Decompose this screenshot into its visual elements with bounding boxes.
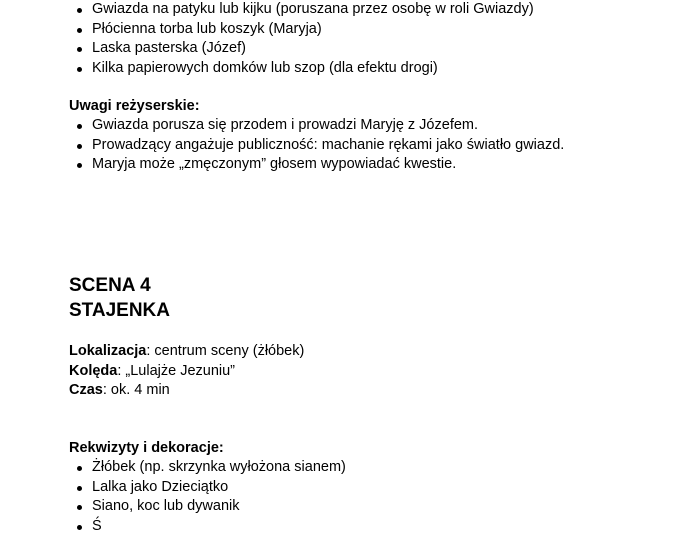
list-item: Gwiazda porusza się przodem i prowadzi Maryję z Józefem. <box>69 116 564 136</box>
list-item: Ś <box>69 517 346 536</box>
carol-value: : „Lulajże Jezuniu” <box>117 363 235 379</box>
list-item: Lalka jako Dzieciątko <box>69 478 346 498</box>
director-notes-label: Uwagi reżyserskie: <box>69 96 200 116</box>
list-item: Płócienna torba lub koszyk (Maryja) <box>69 20 534 40</box>
list-item: Siano, koc lub dywanik <box>69 497 346 517</box>
carol-line <box>69 362 304 382</box>
time-value: : ok. 4 min <box>103 382 170 398</box>
scene-title-heading: STAJENKA <box>69 298 170 323</box>
props-list-previous <box>69 0 534 78</box>
list-item: Prowadzący angażuje publiczność: machanie rękami jako światło gwiazd. <box>69 136 564 156</box>
location-label: Lokalizacja <box>69 343 146 359</box>
props-label: Rekwizyty i dekoracje: <box>69 438 224 458</box>
list-item: Gwiazda na patyku lub kijku (poruszana przez osobę w roli Gwiazdy) <box>69 0 534 20</box>
carol-label: Kolęda <box>69 363 117 379</box>
time-label: Czas <box>69 382 103 398</box>
list-item: Laska pasterska (Józef) <box>69 39 534 59</box>
scene-number-heading: SCENA 4 <box>69 273 151 298</box>
director-notes-list <box>69 116 564 175</box>
props-list <box>69 458 346 536</box>
location-value: : centrum sceny (żłóbek) <box>146 343 304 359</box>
list-item: Kilka papierowych domków lub szop (dla efektu drogi) <box>69 59 534 79</box>
list-item: Żłóbek (np. skrzynka wyłożona sianem) <box>69 458 346 478</box>
scene-meta <box>69 342 304 401</box>
list-item: Maryja może „zmęczonym” głosem wypowiadać kwestie. <box>69 155 564 175</box>
time-line <box>69 381 304 401</box>
location-line <box>69 342 304 362</box>
